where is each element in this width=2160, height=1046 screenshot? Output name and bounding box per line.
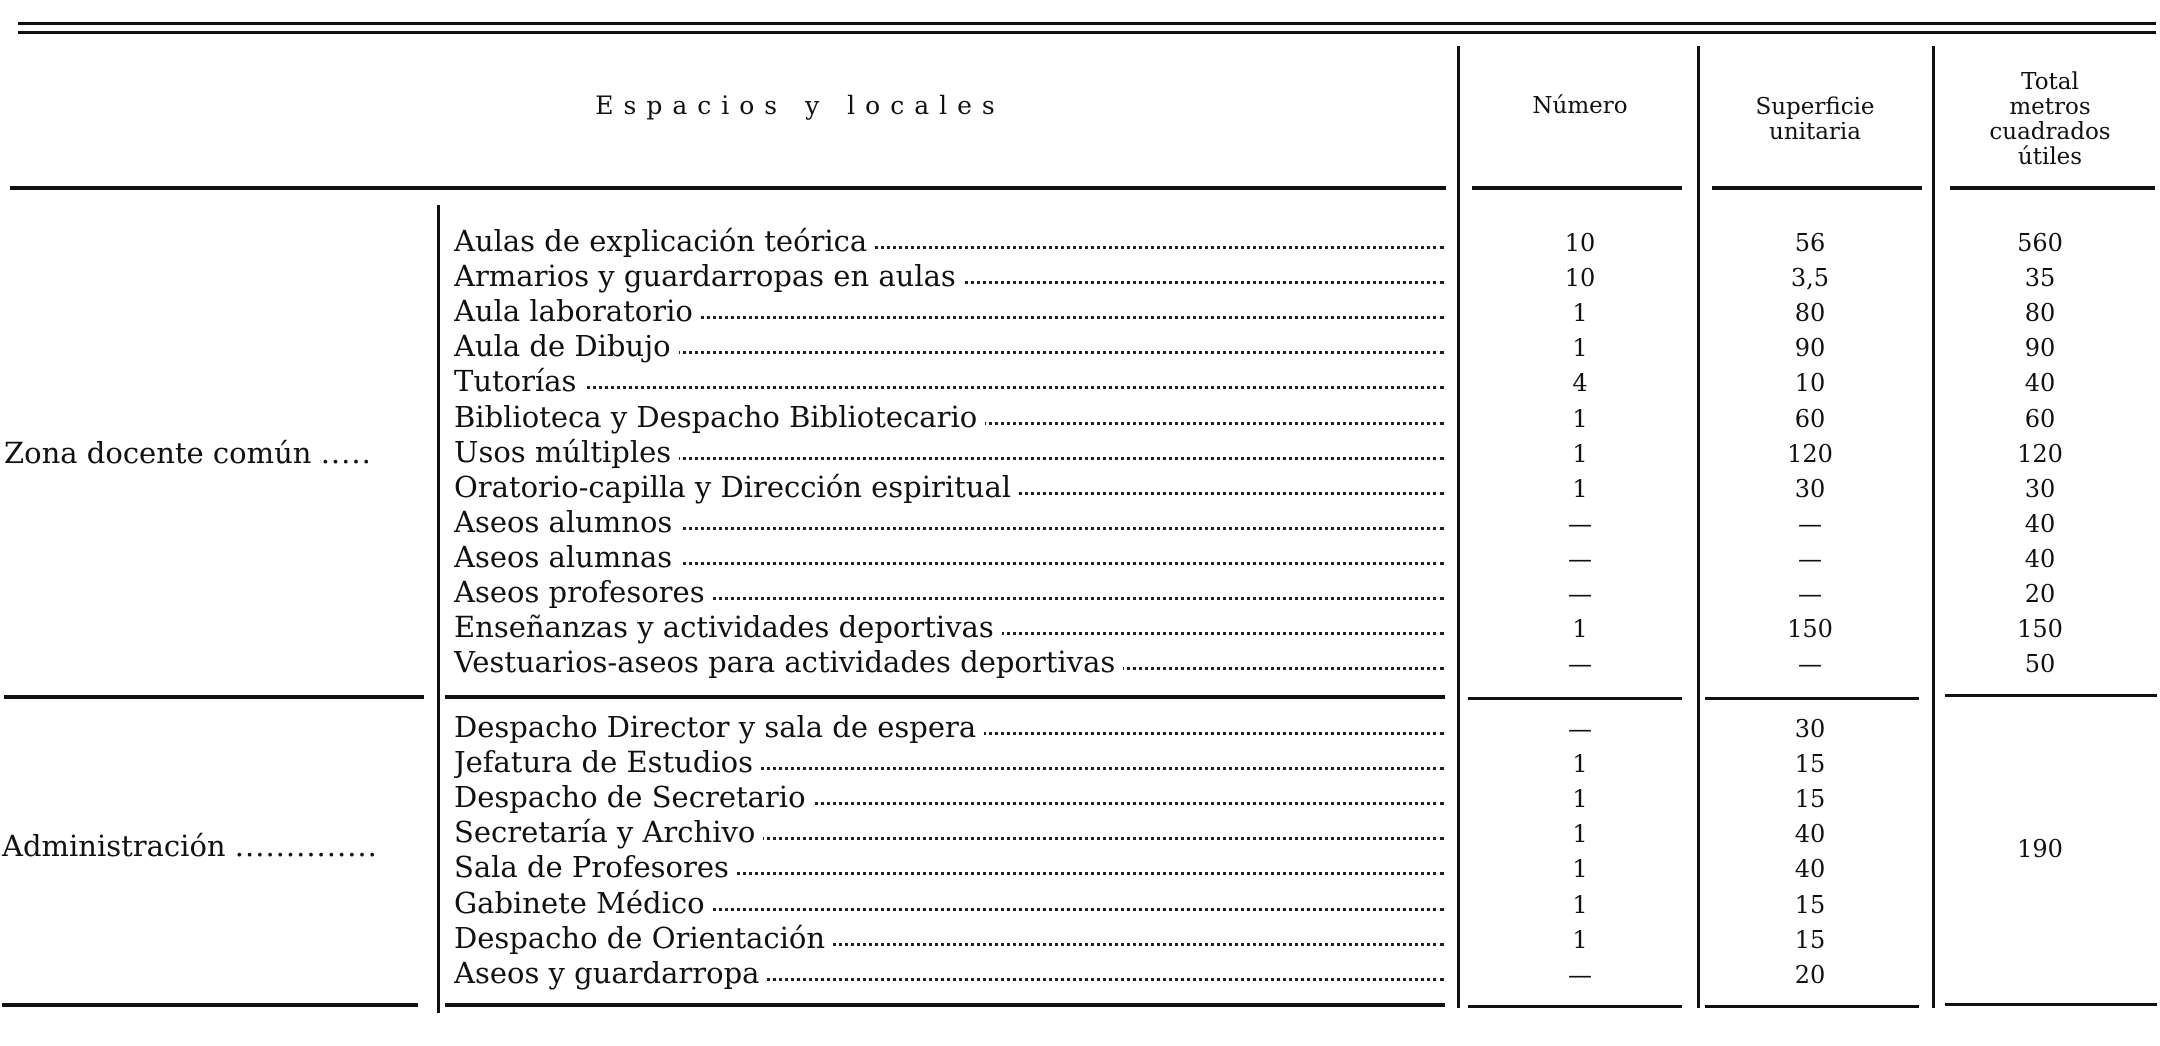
zone-separator-main	[445, 695, 1445, 699]
cell-total: 560	[2017, 229, 2063, 257]
row-label	[454, 364, 1444, 399]
zone-administracion-label: Administración ..............	[2, 829, 378, 863]
bottom-rule-numero	[1468, 1005, 1682, 1008]
cell-superficie: —	[1798, 544, 1822, 573]
row-label-text: Aseos y guardarropa	[454, 956, 767, 990]
cell-superficie: 90	[1794, 334, 1826, 363]
cell-superficie: 120	[1787, 439, 1833, 468]
cell-total: 120	[2017, 439, 2063, 468]
row-label	[454, 745, 1444, 780]
row-label-text: Despacho Director y sala de espera	[454, 710, 984, 744]
row-label	[454, 780, 1444, 815]
cell-numero: —	[1568, 715, 1592, 743]
header-total	[1940, 70, 2160, 170]
row-label	[454, 294, 1444, 329]
cell-superficie: 60	[1794, 404, 1826, 433]
row-label-text: Armarios y guardarropas en aulas	[454, 259, 964, 293]
cell-numero: 1	[1572, 615, 1588, 644]
cell-superficie: 30	[1794, 715, 1826, 743]
row-label	[454, 575, 1444, 610]
cell-numero: —	[1568, 960, 1592, 989]
cell-superficie: —	[1798, 509, 1822, 538]
row-label	[454, 645, 1444, 680]
cell-numero: 1	[1572, 299, 1588, 328]
top-rule-2	[18, 31, 2156, 34]
row-label-text: Secretaría y Archivo	[454, 815, 763, 849]
row-label-text: Aseos alumnos	[454, 505, 680, 539]
leader-dots	[454, 386, 1444, 389]
row-label-text: Oratorio-capilla y Dirección espiritual	[454, 470, 1019, 504]
top-rule-1	[18, 22, 2156, 25]
cell-total: 50	[2024, 650, 2056, 679]
zone-separator-numero	[1468, 697, 1682, 700]
header-total-line1: Total	[2021, 69, 2079, 95]
bottom-rule-main	[445, 1003, 1445, 1007]
bottom-rule-total	[1945, 1003, 2157, 1006]
row-label-text: Vestuarios-aseos para actividades deportivas	[454, 645, 1123, 679]
header-total-line4: útiles	[2017, 144, 2083, 170]
cell-total: 35	[2024, 264, 2056, 293]
zone-administracion-total: 190	[2017, 835, 2063, 863]
cell-numero: 4	[1572, 369, 1588, 398]
cell-superficie: 3,5	[1790, 264, 1830, 293]
row-label	[454, 259, 1444, 294]
row-label-text: Despacho de Secretario	[454, 780, 814, 814]
header-superficie	[1705, 95, 1925, 145]
zone-separator-left	[4, 695, 424, 699]
row-label	[454, 886, 1444, 921]
cell-numero: 10	[1564, 264, 1596, 293]
cell-total: 40	[2024, 509, 2056, 538]
row-label-text: Biblioteca y Despacho Bibliotecario	[454, 400, 985, 434]
header-numero: Número	[1532, 93, 1628, 119]
cell-superficie: —	[1798, 650, 1822, 679]
row-label	[454, 850, 1444, 885]
cell-numero: —	[1568, 509, 1592, 538]
cell-superficie: 150	[1787, 615, 1833, 644]
row-label	[454, 505, 1444, 540]
header-rule-numero	[1472, 186, 1682, 190]
row-label-text: Sala de Profesores	[454, 850, 737, 884]
row-label-text: Usos múltiples	[454, 435, 679, 469]
cell-superficie: 40	[1794, 820, 1826, 849]
row-label-text: Aseos alumnas	[454, 540, 680, 574]
cell-numero: 10	[1564, 229, 1596, 257]
cell-total: 30	[2024, 474, 2056, 503]
header-superficie-line2: unitaria	[1769, 119, 1861, 145]
row-label	[454, 435, 1444, 470]
bottom-rule-left	[2, 1003, 418, 1007]
cell-superficie: 15	[1794, 890, 1826, 919]
row-label-text: Aulas de explicación teórica	[454, 224, 875, 258]
cell-numero: 1	[1572, 439, 1588, 468]
cell-numero: 1	[1572, 750, 1588, 779]
cell-total: 20	[2024, 580, 2056, 608]
cell-superficie: 20	[1794, 960, 1826, 989]
header-total-line3: cuadrados	[1989, 119, 2111, 145]
row-label	[454, 921, 1444, 956]
row-label-text: Jefatura de Estudios	[454, 745, 761, 779]
cell-superficie: 15	[1794, 785, 1826, 814]
cell-total: 60	[2024, 404, 2056, 433]
row-label-text: Enseñanzas y actividades deportivas	[454, 610, 1002, 644]
cell-total: 90	[2024, 334, 2056, 363]
cell-superficie: —	[1798, 580, 1822, 608]
header-total-line2: metros	[2009, 94, 2091, 120]
cell-numero: 1	[1572, 925, 1588, 954]
row-label-text: Aula de Dibujo	[454, 329, 679, 363]
zone-separator-total	[1945, 694, 2157, 697]
row-label	[454, 329, 1444, 364]
cell-numero: 1	[1572, 855, 1588, 884]
row-label	[454, 610, 1444, 645]
cell-numero: 1	[1572, 404, 1588, 433]
cell-superficie: 56	[1794, 229, 1826, 257]
cell-numero: —	[1568, 650, 1592, 679]
cell-numero: 1	[1572, 820, 1588, 849]
zone-separator-superficie	[1705, 697, 1919, 700]
zone-docente-name: Zona docente común	[4, 436, 312, 470]
bottom-rule-superficie	[1705, 1005, 1919, 1008]
cell-superficie: 30	[1794, 474, 1826, 503]
col-divider-1	[1457, 46, 1460, 1008]
col-divider-3	[1932, 46, 1935, 1008]
header-rule-total	[1950, 186, 2155, 190]
row-label-text: Aula laboratorio	[454, 294, 701, 328]
zone-docente-label: Zona docente común .....	[4, 436, 372, 470]
row-label-text: Tutorías	[454, 364, 584, 398]
cell-total: 150	[2017, 615, 2063, 644]
header-rule-superficie	[1712, 186, 1922, 190]
header-rule-espacios	[10, 186, 1446, 190]
row-label-text: Gabinete Médico	[454, 886, 713, 920]
cell-numero: —	[1568, 580, 1592, 608]
header-espacios: Espacios y locales	[595, 91, 1005, 120]
row-label	[454, 710, 1444, 745]
row-label	[454, 815, 1444, 850]
cell-superficie: 10	[1794, 369, 1826, 398]
cell-numero: 1	[1572, 474, 1588, 503]
cell-numero: 1	[1572, 785, 1588, 814]
zone-bracket-line	[437, 205, 440, 1013]
zone-administracion-name: Administración	[2, 829, 226, 863]
row-label-text: Despacho de Orientación	[454, 921, 833, 955]
row-label	[454, 956, 1444, 991]
row-label	[454, 470, 1444, 505]
header-superficie-line1: Superficie	[1755, 94, 1875, 120]
cell-superficie: 15	[1794, 750, 1826, 779]
cell-numero: —	[1568, 544, 1592, 573]
cell-numero: 1	[1572, 334, 1588, 363]
col-divider-2	[1697, 46, 1700, 1008]
row-label	[454, 400, 1444, 435]
cell-total: 40	[2024, 369, 2056, 398]
cell-superficie: 40	[1794, 855, 1826, 884]
cell-superficie: 15	[1794, 925, 1826, 954]
cell-total: 80	[2024, 299, 2056, 328]
cell-superficie: 80	[1794, 299, 1826, 328]
cell-total: 40	[2024, 544, 2056, 573]
row-label	[454, 540, 1444, 575]
row-label	[454, 224, 1444, 259]
row-label-text: Aseos profesores	[454, 575, 713, 609]
cell-numero: 1	[1572, 890, 1588, 919]
